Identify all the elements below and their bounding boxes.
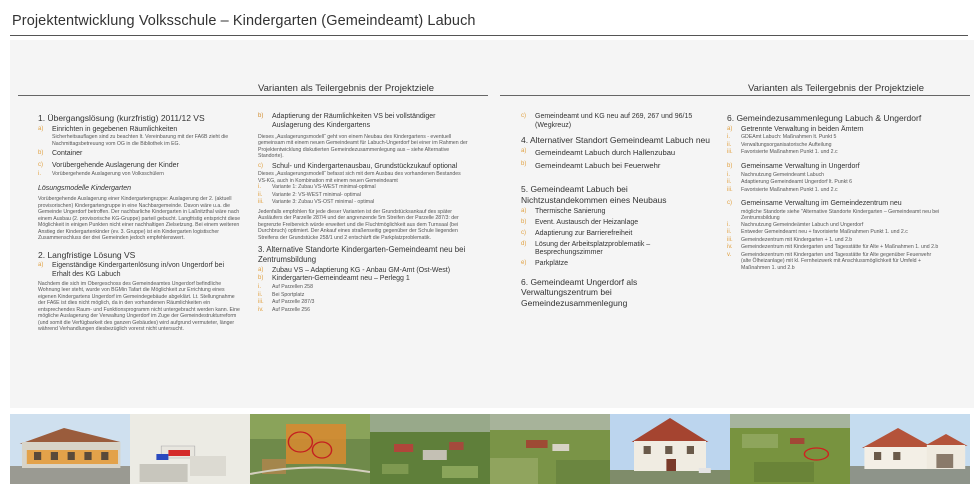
section-3-title: 3. Alternative Standorte Kindergarten-Gemeindeamt neu bei Zentrumsbildung: [258, 245, 466, 264]
item-marker: ii.: [727, 229, 732, 236]
s1-item-c-sub: Vorübergehende Auslagerung von Volksschülern: [52, 170, 164, 177]
s5-item-e: Parkplätze: [535, 260, 569, 268]
section-5-title: 5. Gemeindeamt Labuch bei Nichtzustandekommen eines Neubaus: [521, 184, 667, 205]
section-6-title-left: 6. Gemeindeamt Ungerdorf als Verwaltungszentrum bei Gemeindezusammenlegung: [521, 276, 638, 309]
item-marker: e): [521, 260, 527, 267]
item-marker: c): [258, 162, 263, 169]
item-marker: b): [38, 150, 44, 157]
item-marker: i.: [727, 221, 730, 228]
section-6-title: 6. Gemeindezusammenlegung Labuch & Ungerdorf: [727, 113, 922, 123]
item-marker: a): [38, 262, 44, 269]
item-marker: i.: [727, 134, 730, 141]
b-text: Dieses „Auslagerungsmodell“ geht von einem Neubau des Kindergartens - eventuell gemeinsam mit einem neuen Gemeindeamt für Labuch-Ungerdorf bei einer im Rahmen der Projektentwicklung diskutierten Gemeindezusammenlegung aus – siehe Alternative Standorte).: [258, 133, 468, 159]
left-subheading-divider: [18, 95, 488, 96]
g-a-sub-3: Favorisierte Maßnahmen Punkt 1. und 2.c: [741, 149, 838, 156]
s2-text: Nachdem die sich im Obergeschoss des Gemeindeamtes Ungerdorf befindliche Wohnung leer steht, wurde von BGMin Tafart die Möglichkeit zur Errichtung eines eigenen Kindergartens Ungerdorf im Gemeindegebäude abgeklärt. Lt. Stellungnahme der FA6E ist dies nicht möglich, da in den vorhandenen Räumlichkeiten ein entsprechendes Raum- und Funktionsprogramm nicht untergebracht werden kann. Eine mögliche Auslagerung der Verwaltung Ungerdorf im Zuge der Gemeindestrukturreform (und somit die Verfügbarkeit des ganzen Gebäudes) wird aufgrund vermuteter, länger während Verhandlungen diesbezüglich vorerst nicht untersucht.: [38, 280, 240, 333]
g-b-title: Gemeinsame Verwaltung in Ungerdorf: [741, 162, 860, 170]
item-marker: c): [727, 200, 732, 207]
variant-1: Variante 1: Zubau VS-WEST minimal-optimal: [272, 184, 376, 191]
item-marker: b): [521, 160, 527, 167]
s1-item-b: Container: [52, 150, 83, 158]
item-marker: c): [521, 229, 526, 236]
item-marker: iii.: [258, 199, 264, 206]
s4-item-b: Gemeindeamt Labuch bei Feuerwehr: [535, 160, 661, 170]
item-marker: a): [38, 125, 44, 132]
g-b-sub-3: Favorisierte Maßnahmen Punkt 1. und 2.c: [741, 186, 838, 193]
photo-school-building: [10, 414, 130, 484]
s4-item-a: Gemeindeamt Labuch durch Hallenzubau: [535, 148, 676, 158]
item-marker: c): [38, 162, 43, 169]
kg-text: Vorübergehende Auslagerung einer Kindergartengruppe: Auslagerung der 2. (aktuell provisorischen) Kindergartengruppe in eine Nachbargemeinde. Davon wäre u.a. die Gemeinde Ungerdorf betroffen. Der nachbarliche Kindergarten in Laßnitzthal wäre nach einem Ausbau (2. provisorische KG-Gruppe) parteil gebucht. Langfristig entspricht diese Möglichkeit in einigen Punkten nicht einer nachhaltigen Zielsetzung. Bei einem weiteren Anstieg der Kindergartenkinder (ev. 3. Gruppe) ist ein Kindergarten logistischer Zusammenschluss der drei Gemeinden jedoch empfehlenswert.: [38, 196, 241, 242]
photo-municipal-office: [610, 414, 730, 484]
g-b-sub-1: Nachnutzung Gemeindeamt Labuch: [741, 171, 825, 178]
r-top-item: Gemeindeamt und KG neu auf 269, 267 und 96/15 (Wegkreuz): [535, 113, 693, 129]
g-b-sub-2: Adaptierung Gemeindeamt Ungerdorf lt. Punkt 6: [741, 179, 853, 186]
title-divider: [10, 35, 968, 36]
c-text: Dieses „Auslagerungsmodell“ befasst sich mit dem Ausbau des vorhandenen Bestandes VS-KG, auch in Kombination mit einem neuen Gemeindeamt: [258, 171, 461, 184]
s3-sub-2: Bei Sportplatz: [272, 291, 305, 298]
item-marker: a): [521, 208, 527, 215]
section-1-title: 1. Übergangslösung (kurzfristig) 2011/12 VS: [38, 113, 205, 123]
s3-item-2: Kindergarten-Gemeindeamt neu – Perlegg 1: [272, 275, 410, 283]
variant-2: Variante 2: VS-WEST minimal- optimal: [272, 191, 361, 198]
s3-sub-3: Auf Parzelle 287/3: [272, 299, 315, 306]
g-c-sub-3: Gemeindezentrum mit Kindergarten + 1. und 2.b: [741, 236, 853, 243]
right-subheading: Varianten als Teilergebnis der Projektziele: [748, 83, 925, 94]
kg-title: Lösungsmodelle Kindergarten: [38, 185, 132, 193]
g-c-sub-2: Entweder Gemeindeamt neu + favorisierte Maßnahmen Punkt 1. und 2.c: [741, 229, 908, 236]
item-marker: iv.: [258, 306, 264, 313]
g-c-sub-4: Gemeindezentrum mit Kindergarten und Tagesstätte für Alte + Maßnahmen 1. und 2.b: [741, 244, 939, 251]
section-2-title: 2. Langfristige Lösung VS: [38, 249, 136, 260]
item-marker: v.: [727, 251, 732, 258]
s2-item-a: Eigenständige Kindergartenlösung in/von Ungerdorf bei Erhalt des KG Labuch: [52, 262, 225, 278]
g-a-title: Getrennte Verwaltung in beiden Ämtern: [741, 125, 864, 133]
item-marker: ii.: [727, 179, 732, 186]
variant-3: Variante 3: Zubau VS-OST minimal - optimal: [272, 199, 375, 206]
photo-aerial-site-marked: [730, 414, 850, 484]
item-marker: ii.: [727, 141, 732, 148]
b-title-suffix: bei vollständiger Auslagerung des Kindergartens: [272, 113, 436, 129]
item-marker: iii.: [727, 149, 733, 156]
item-marker: d): [521, 240, 527, 247]
section-4-title: 4. Alternativer Standort Gemeindeamt Labuch neu: [521, 134, 711, 145]
right-subheading-divider: [500, 95, 970, 96]
item-marker: iv.: [727, 244, 733, 251]
item-marker: ii.: [258, 291, 263, 298]
item-marker: i.: [258, 284, 261, 291]
item-marker: iii.: [258, 299, 264, 306]
s5-item-a: Thermische Sanierung: [535, 208, 606, 216]
s3-sub-4: Auf Parzelle 256: [272, 306, 311, 313]
c-text-2: Jedenfalls empfohlen für jede dieser Varianten ist der Grundstücksankauf des später Ausläufers der Parzelle 287/4 und der angrenzende 5m Streifen der Parzelle 287/3: der begrenzte Freibereich würde erweitert und die Fluchtmöglichkeit aus dem Turnsaal (bei Durchbruch) optimiert. Der Ankauf eines straßenseitig gegenüber der Schule liegenden Streifens der Grundstücke 258/1 und 2 entschärft die Parkplatzproblematik.: [258, 208, 459, 241]
item-marker: a): [258, 266, 264, 273]
b-title: Adaptierung der Räumlichkeiten VS: [272, 113, 383, 120]
item-marker: i.: [258, 184, 261, 191]
left-col-1: [38, 113, 243, 333]
photo-aerial-village: [370, 414, 490, 484]
left-subheading: Varianten als Teilergebnis der Projektziele: [258, 83, 435, 94]
item-marker: b): [727, 162, 733, 169]
item-marker: b): [258, 275, 264, 282]
item-marker: b): [258, 113, 264, 119]
photo-aerial-plan: [250, 414, 370, 484]
left-col-2: [258, 113, 468, 314]
item-marker: i.: [727, 171, 730, 178]
right-col-2: [727, 113, 942, 271]
photo-strip: [10, 414, 970, 484]
s5-item-c: Adaptierung zur Barrierefreiheit: [535, 229, 633, 237]
g-a-sub-1: GDEAmt Labuch: Maßnahmen lt. Punkt 5: [741, 134, 837, 141]
s1-item-c: Vorübergehende Auslagerung der Kinder: [52, 162, 179, 170]
g-c-sub-5: Gemeindezentrum mit Kindergarten und Tagesstätte für Alte gegenüber Feuerwehr (alte Ölheizanlage) mit kl. Fernheizwerk mit Anschlussmöglichkeit für Umfeld + Maßnahmen 1. und 2.b: [741, 251, 932, 271]
item-marker: c): [521, 113, 526, 119]
s3-item-1: Zubau VS – Adaptierung KG - Anbau GM-Amt (Ost-West): [272, 266, 451, 274]
s1-item-a: Einrichten in gegebenen Räumlichkeiten: [52, 125, 178, 133]
s5-item-b: Event. Austausch der Heizanlage: [535, 219, 639, 227]
item-marker: i.: [38, 170, 41, 177]
photo-fire-station: [850, 414, 970, 484]
g-c-sub-1: Nachnutzung Gemeindeämter Labuch und Ungerdorf: [741, 221, 864, 228]
g-a-sub-2: Verwaltungsorganisatorische Aufteilung: [741, 141, 832, 148]
c-title: Schul- und Kindergartenausbau, Grundstückzukauf optional: [272, 162, 458, 170]
item-marker: b): [521, 219, 527, 226]
s3-sub-1: Auf Parzellen 258: [272, 284, 313, 291]
photo-site-sketch: [130, 414, 250, 484]
s5-item-d: Lösung der Arbeitsplatzproblematik – Besprechungszimmer: [535, 240, 651, 257]
right-col-1: [521, 113, 711, 309]
item-marker: iii.: [727, 236, 733, 243]
g-c-text: mögliche Standorte siehe "Alternative Standorte Kindergarten – Gemeindeamt neu bei Zentrumsbildung: [741, 208, 940, 222]
page-title: Projektentwicklung Volksschule – Kindergarten (Gemeindeamt) Labuch: [12, 13, 476, 29]
g-c-title: Gemeinsame Verwaltung im Gemeindezentrum neu: [741, 200, 902, 208]
item-marker: a): [521, 148, 527, 155]
item-marker: iii.: [727, 186, 733, 193]
item-marker: ii.: [258, 191, 263, 198]
s1-item-a-text: Sicherheitsauflagen sind zu beachten lt. Vereinbarung mit der FA6B zieht die Nachmittagsbetreuung vom OG in die Bibliothek im EG.: [52, 134, 229, 147]
item-marker: a): [727, 125, 733, 132]
photo-aerial-fields: [490, 414, 610, 484]
